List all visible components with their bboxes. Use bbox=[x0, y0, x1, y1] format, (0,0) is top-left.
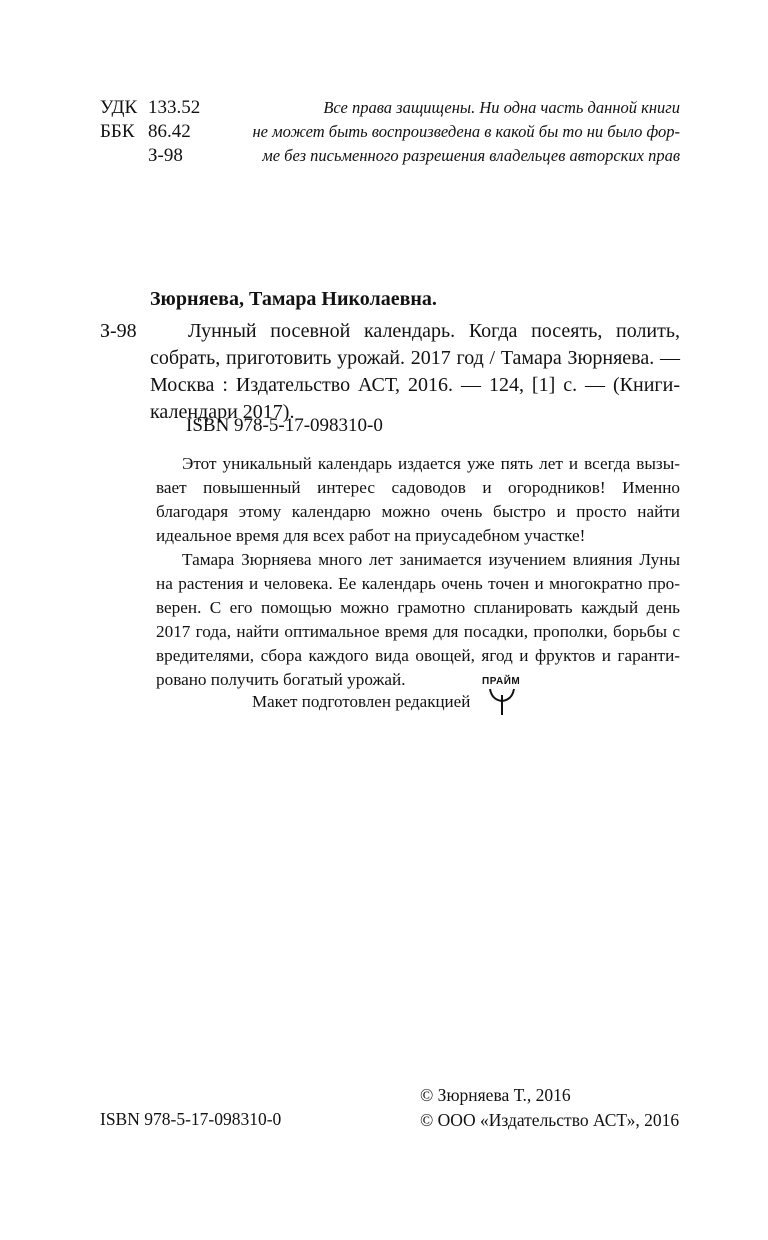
maket-line: Макет подготовлен редакцией bbox=[252, 692, 471, 711]
prime-logo-icon bbox=[484, 686, 524, 716]
udk-value: 133.52 bbox=[148, 97, 201, 118]
author-sign-code: З-98 bbox=[148, 145, 183, 166]
copyright-line: © ООО «Издательство АСТ», 2016 bbox=[420, 1110, 680, 1130]
bbk-value: 86.42 bbox=[148, 121, 191, 142]
prime-logo bbox=[482, 676, 528, 716]
rights-line: не может быть воспроизведена в какой бы то ни было фор- bbox=[252, 122, 680, 141]
copyrights bbox=[420, 1083, 679, 1133]
footer-isbn: ISBN 978-5-17-098310-0 bbox=[100, 1109, 282, 1129]
annotation-paragraph: Тамара Зюрняева много лет занимается изучением влияния Луны на растения и человека. Ее календарь очень точен и многократно про-верен. С его помощью можно грамотно спланировать каждый день 2017 года, найти оптимальное время для посадки, прополки, борьбы с вредителями, сбора каждого вида овощей, ягод и фруктов и гаранти-ровано получить богатый урожай. bbox=[156, 550, 680, 689]
annotation-paragraph: Этот уникальный календарь издается уже пять лет и всегда вызы-вает повышенный интерес садоводов и огородников! Именно благодаря этому календарю можно очень быстро и просто найти идеальное время для всех работ на приусадебном участке! bbox=[156, 454, 680, 545]
copyright-line: © Зюрняева Т., 2016 bbox=[420, 1085, 571, 1105]
bibliographic-record: Лунный посевной календарь. Когда посеять, полить, собрать, приготовить урожай. 2017 год / Тамара Зюрняева. — Москва : Издательство АСТ, 2016. — 124, [1] с. — (Книги-календари 2017). bbox=[150, 320, 680, 423]
rights-notice bbox=[180, 96, 680, 168]
rights-line: Все права защищены. Ни одна часть данной книги bbox=[323, 98, 680, 117]
isbn-main: ISBN 978-5-17-098310-0 bbox=[186, 415, 383, 436]
bbk-label: ББК bbox=[100, 121, 135, 142]
author-heading: Зюрняева, Тамара Николаевна. bbox=[150, 288, 437, 310]
author-sign-side: З-98 bbox=[100, 320, 137, 342]
prime-logo-text: ПРАЙМ bbox=[482, 676, 521, 687]
annotation bbox=[156, 452, 680, 692]
udk-label: УДК bbox=[100, 97, 138, 118]
rights-line: ме без письменного разрешения владельцев авторских прав bbox=[262, 146, 680, 165]
